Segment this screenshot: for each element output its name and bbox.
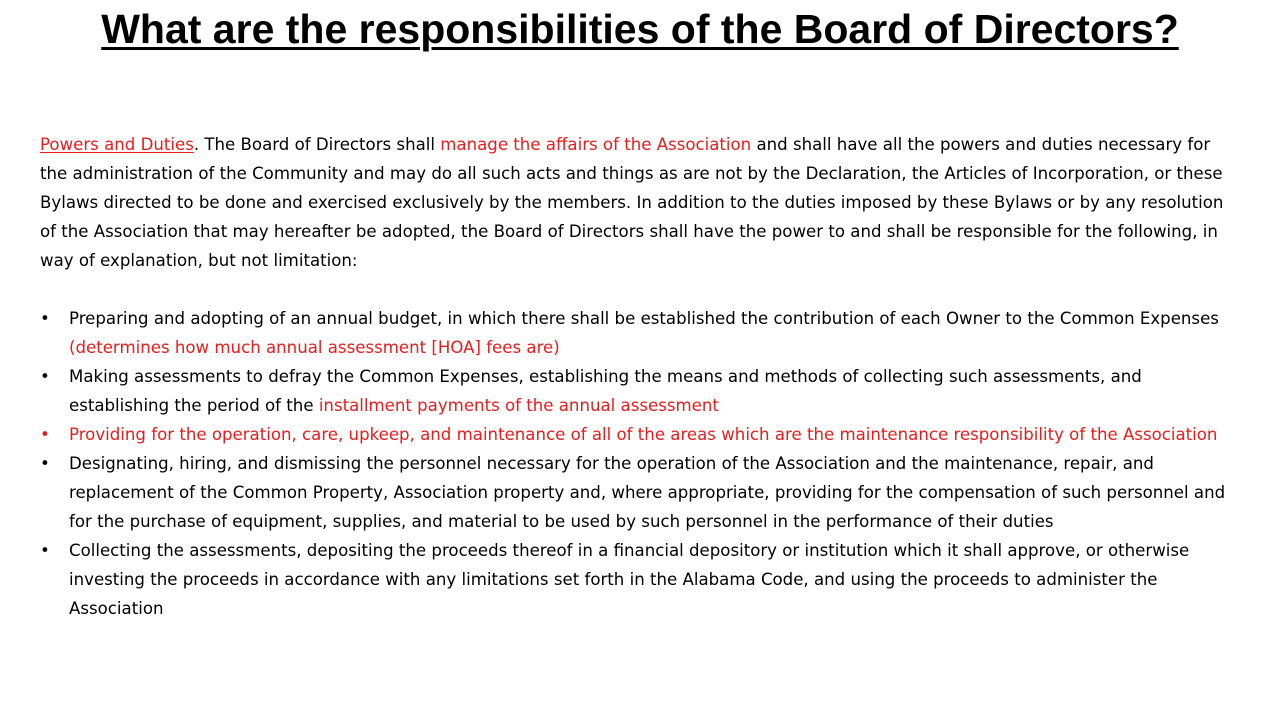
list-item xyxy=(40,362,1240,420)
bullet-icon: • xyxy=(40,454,50,473)
slide-title: What are the responsibilities of the Board of Directors? xyxy=(101,6,1179,52)
slide-body xyxy=(40,130,1240,623)
list-item-text: Designating, hiring, and dismissing the personnel necessary for the operation of the Association and the maintenance, repair, and replacement of the Common Property, Association property and, where appropriate, providing for the compensation of such personnel and for the purchase of equipment, supplies, and material to be used by such personnel in the performance of their duties xyxy=(69,454,1226,531)
intro-highlight: manage the affairs of the Association xyxy=(440,135,752,154)
list-item-highlight: installment payments of the annual assessment xyxy=(318,396,719,415)
bullet-icon: • xyxy=(40,541,50,560)
duties-list xyxy=(40,304,1240,623)
bullet-icon: • xyxy=(40,367,50,386)
list-item-text: Preparing and adopting of an annual budget, in which there shall be established the contribution of each Owner to the Common Expenses xyxy=(69,309,1219,328)
list-item xyxy=(40,420,1240,449)
intro-paragraph xyxy=(40,130,1240,275)
list-item-highlight: Providing for the operation, care, upkeep, and maintenance of all of the areas which are the maintenance responsibility of the Association xyxy=(69,425,1218,444)
list-item xyxy=(40,304,1240,362)
list-item xyxy=(40,449,1240,536)
intro-text-1: . The Board of Directors shall xyxy=(193,135,441,154)
bullet-icon: • xyxy=(40,425,50,444)
intro-text-2: and shall have all the powers and duties necessary for the administration of the Community and may do all such acts and things as are not by the Declaration, the Articles of Incorporation, or these Bylaws directed to be done and exercised exclusively by the members. In addition to the duties imposed by these Bylaws or by any resolution of the Association that may hereafter be adopted, the Board of Directors shall have the power to and shall be responsible for the following, in way of explanation, but not limitation: xyxy=(40,135,1224,270)
list-item xyxy=(40,536,1240,623)
bullet-icon: • xyxy=(40,309,50,328)
list-item-text: Making assessments to defray the Common Expenses, establishing the means and methods of collecting such assessments, and establishing the period of the xyxy=(69,367,1142,415)
list-item-text: Collecting the assessments, depositing the proceeds thereof in a financial depository or institution which it shall approve, or otherwise investing the proceeds in accordance with any limitations set forth in the Alabama Code, and using the proceeds to administer the Association xyxy=(69,541,1190,618)
list-item-highlight: (determines how much annual assessment [HOA] fees are) xyxy=(69,338,560,357)
powers-and-duties-heading: Powers and Duties xyxy=(40,135,194,154)
